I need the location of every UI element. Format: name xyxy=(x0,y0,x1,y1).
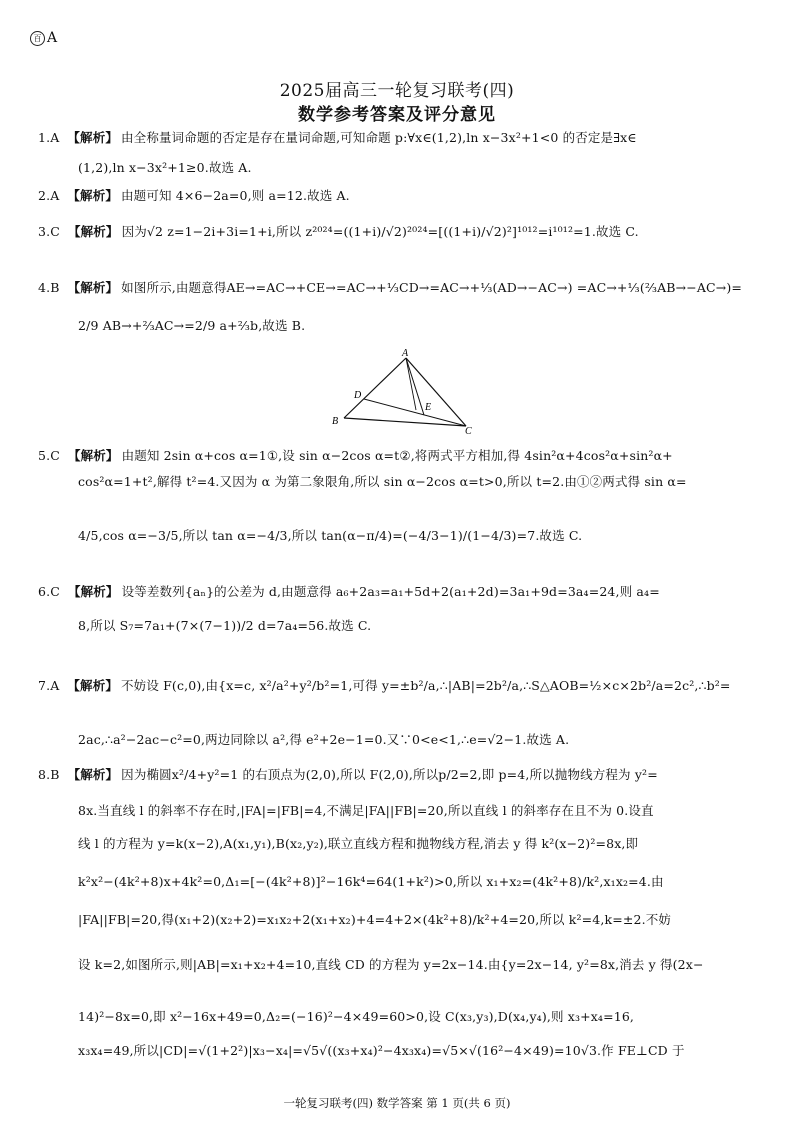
triangle-figure xyxy=(326,348,476,434)
answer-text: 设 k=2,如图所示,则|AB|=x₁+x₂+4=10,直线 CD 的方程为 y=2x−14.由{y=2x−14, y²=8x,消去 y 得(2x− xyxy=(78,957,704,972)
edge-bc xyxy=(344,418,466,426)
answer-number: 7.A xyxy=(38,678,60,693)
answer-number: 8.B xyxy=(38,767,60,782)
answer-continuation xyxy=(78,316,760,334)
answer-text: 设等差数列{aₙ}的公差为 d,由题意得 a₆+2a₃=a₁+5d+2(a₁+2d)=3a₁+9d=3a₄=24,则 a₄= xyxy=(121,584,660,599)
answer-item xyxy=(38,765,760,783)
answer-text: |FA||FB|=20,得(x₁+2)(x₂+2)=x₁x₂+2(x₁+x₂)+4=4+2×(4k²+8)/k²+4=20,所以 k²=4,k=±2.不妨 xyxy=(78,912,672,927)
answer-continuation xyxy=(78,910,760,928)
page-footer: 一轮复习联考(四) 数学答案 第 1 页(共 6 页) xyxy=(283,1096,511,1110)
edge-ab xyxy=(344,358,406,418)
answer-continuation xyxy=(78,472,760,490)
answer-text: 4/5,cos α=−3/5,所以 tan α=−4/3,所以 tan(α−π/4)=(−4/3−1)/(1−4/3)=7.故选 C. xyxy=(78,528,583,543)
answer-continuation xyxy=(78,526,760,544)
answer-continuation xyxy=(78,158,760,176)
answer-text: 2/9 AB→+⅔AC→=2/9 a+⅔b,故选 B. xyxy=(78,318,306,333)
label-e: E xyxy=(425,402,432,413)
label-d: D xyxy=(354,390,362,401)
answer-text: 8,所以 S₇=7a₁+(7×(7−1))/2 d=7a₄=56.故选 C. xyxy=(78,618,372,633)
label-a: A xyxy=(402,348,409,359)
seal-logo: 百 xyxy=(30,31,45,46)
answer-text: 线 l 的方程为 y=k(x−2),A(x₁,y₁),B(x₂,y₂),联立直线方程和抛物线方程,消去 y 得 k²(x−2)²=8x,即 xyxy=(78,836,639,851)
answer-item xyxy=(38,676,760,694)
answer-continuation xyxy=(78,834,760,852)
answer-continuation xyxy=(78,872,760,890)
answer-continuation xyxy=(78,1041,760,1059)
answer-item xyxy=(38,278,760,296)
corner-mark xyxy=(30,30,57,46)
analysis-tag: 【解析】 xyxy=(67,584,119,599)
triangle-diagram xyxy=(326,348,476,434)
analysis-tag: 【解析】 xyxy=(67,678,119,693)
answer-text: 由全称量词命题的否定是存在量词命题,可知命题 p:∀x∈(1,2),ln x−3x²+1<0 的否定是∃x∈ xyxy=(121,130,637,145)
answer-number: 2.A xyxy=(38,188,60,203)
answer-continuation xyxy=(78,801,760,819)
answer-continuation xyxy=(78,955,760,973)
answer-continuation xyxy=(78,1007,760,1025)
answer-text: 2ac,∴a²−2ac−c²=0,两边同除以 a²,得 e²+2e−1=0.又∵0<e<1,∴e=√2−1.故选 A. xyxy=(78,732,570,747)
analysis-tag: 【解析】 xyxy=(67,280,119,295)
answer-text: (1,2),ln x−3x²+1≥0.故选 A. xyxy=(78,160,252,175)
answer-text: cos²α=1+t²,解得 t²=4.又因为 α 为第二象限角,所以 sin α−2cos α=t>0,所以 t=2.由①②两式得 sin α= xyxy=(78,474,687,489)
answer-number: 3.C xyxy=(38,224,60,239)
analysis-tag: 【解析】 xyxy=(67,224,119,239)
page-subtitle: 数学参考答案及评分意见 xyxy=(298,105,496,125)
answer-item xyxy=(38,128,760,146)
answer-text: x₃x₄=49,所以|CD|=√(1+2²)|x₃−x₄|=√5√((x₃+x₄)²−4x₃x₄)=√5×√(16²−4×49)=10√3.作 FE⊥CD 于 xyxy=(78,1043,685,1058)
answer-text: 因为√2 z=1−2i+3i=1+i,所以 z²⁰²⁴=((1+i)/√2)²⁰²⁴=[((1+i)/√2)²]¹⁰¹²=i¹⁰¹²=1.故选 C. xyxy=(121,224,639,239)
answer-number: 1.A xyxy=(38,130,60,145)
label-b: B xyxy=(332,416,339,427)
answer-item xyxy=(38,582,760,600)
answer-item xyxy=(38,446,760,464)
analysis-tag: 【解析】 xyxy=(67,767,119,782)
answer-text: 由题可知 4×6−2a=0,则 a=12.故选 A. xyxy=(121,188,350,203)
answer-number: 6.C xyxy=(38,584,60,599)
analysis-tag: 【解析】 xyxy=(67,448,119,463)
analysis-tag: 【解析】 xyxy=(67,188,119,203)
answer-continuation xyxy=(78,730,760,748)
answer-number: 4.B xyxy=(38,280,60,295)
answer-number: 5.C xyxy=(38,448,60,463)
corner-letter: A xyxy=(47,30,58,46)
answer-text: 如图所示,由题意得AE→=AC→+CE→=AC→+⅓CD→=AC→+⅓(AD→−AC→) =AC→+⅓(⅔AB→−AC→)= xyxy=(121,280,743,295)
answer-continuation xyxy=(78,616,760,634)
answer-text: 8x.当直线 l 的斜率不存在时,|FA|=|FB|=4,不满足|FA||FB|=20,所以直线 l 的斜率存在且不为 0.设直 xyxy=(78,803,654,818)
answer-text: 由题知 2sin α+cos α=1①,设 sin α−2cos α=t②,将两式平方相加,得 4sin²α+4cos²α+sin²α+ xyxy=(121,448,673,463)
label-c: C xyxy=(465,426,472,434)
answer-text: 不妨设 F(c,0),由{x=c, x²/a²+y²/b²=1,可得 y=±b²/a,∴|AB|=2b²/a,∴S△AOB=½×c×2b²/a=2c²,∴b²= xyxy=(121,678,731,693)
answer-text: 14)²−8x=0,即 x²−16x+49=0,Δ₂=(−16)²−4×49=60>0,设 C(x₃,y₃),D(x₄,y₄),则 x₃+x₄=16, xyxy=(78,1009,635,1024)
answer-text: k²x²−(4k²+8)x+4k²=0,Δ₁=[−(4k²+8)]²−16k⁴=64(1+k²)>0,所以 x₁+x₂=(4k²+8)/k²,x₁x₂=4.由 xyxy=(78,874,664,889)
answer-item xyxy=(38,222,760,240)
page-title: 2025届高三一轮复习联考(四) xyxy=(279,81,515,101)
answer-item xyxy=(38,186,760,204)
edge-ac xyxy=(406,358,466,426)
analysis-tag: 【解析】 xyxy=(67,130,119,145)
answer-text: 因为椭圆x²/4+y²=1 的右顶点为(2,0),所以 F(2,0),所以p/2=2,即 p=4,所以抛物线方程为 y²= xyxy=(121,767,658,782)
